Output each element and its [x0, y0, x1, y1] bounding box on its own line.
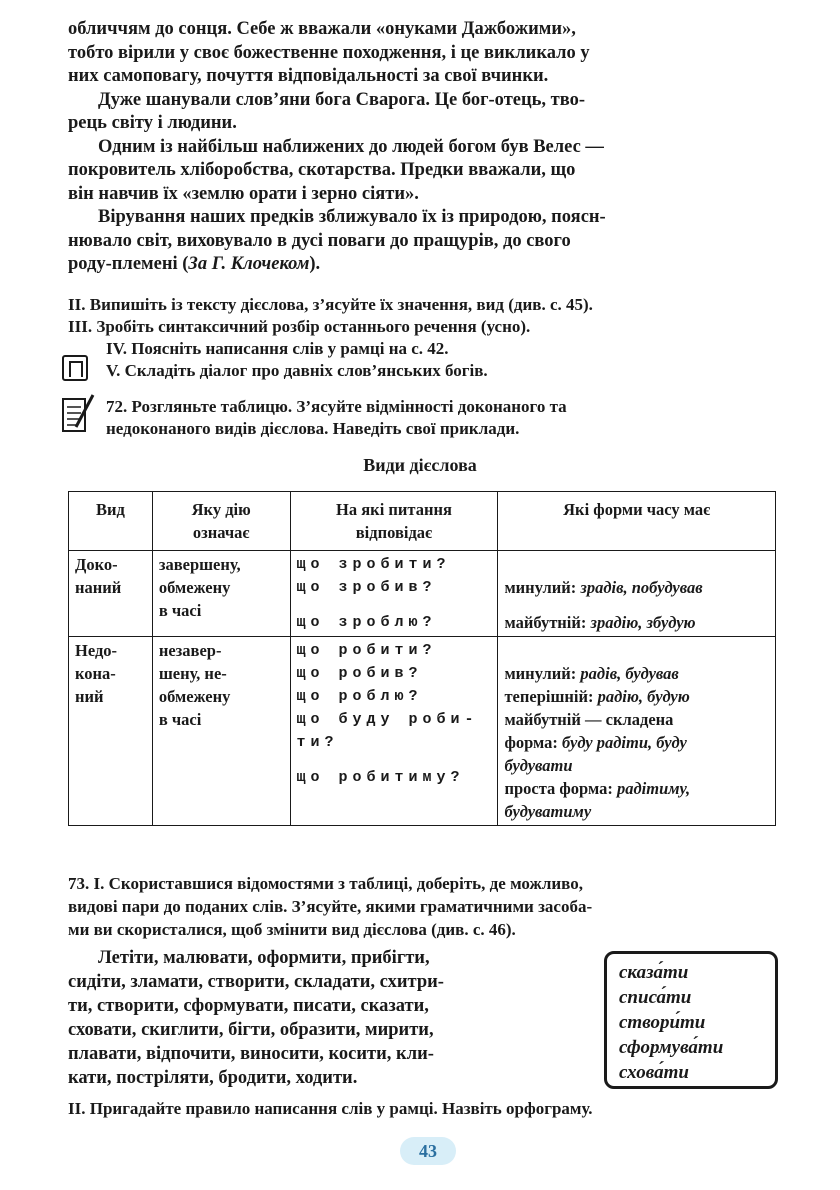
tense-example: радів, будував [580, 664, 679, 683]
text-line: нювало світ, виховувало в дусі поваги до пращурів, до свого [68, 230, 571, 251]
tense-line [504, 685, 769, 708]
frame-word: створи́ти [619, 1012, 706, 1033]
tense-label: майбутній — складена [504, 710, 674, 729]
question-text: що робитиму? [296, 769, 465, 786]
tense-line [504, 576, 769, 599]
word-line: кати, постріляти, бродити, ходити. [68, 1068, 358, 1088]
cell-text: в часі [158, 601, 202, 620]
table-header-row [69, 492, 776, 551]
header-text: Які форми часу має [563, 500, 711, 519]
exercise-73 [68, 872, 774, 941]
text-line: Вірування наших предків зближувало їх із природою, поясн- [98, 207, 606, 227]
tense-label: форма: [504, 733, 563, 752]
tense-example: буду радіти, буду [562, 733, 687, 752]
exercise-73-line: 73. I. Скориставшися відомостями з таблиці, доберіть, де можливо, [68, 874, 583, 893]
exercise-72-line: недоконаного видів дієслова. Наведіть свої приклади. [106, 419, 520, 438]
tense-label: проста форма: [504, 779, 617, 798]
text-line: тобто вірили у своє божественне походження, і це викликало у [68, 42, 590, 63]
tense-line [504, 731, 769, 754]
frame-word: схова́ти [619, 1062, 689, 1083]
tense-line [504, 754, 769, 777]
word-text: , косити, кли- [319, 1044, 434, 1064]
header-text: Вид [95, 500, 125, 519]
header-cell [290, 492, 498, 551]
header-cell [69, 492, 153, 551]
cell-text: шену, не- [158, 664, 227, 683]
task-4: IV. Поясніть написання слів у рамці на с. 42. [106, 339, 449, 358]
question-text: що робив? [296, 665, 423, 682]
cell-text: обмежену [158, 687, 231, 706]
task-5: V. Складіть діалог про давніх слов’янських богів. [106, 361, 488, 380]
header-text: Яку дію [191, 500, 251, 519]
exercise-73-line: ми ви скористалися, щоб змінити вид дієслова (див. с. 46). [68, 920, 516, 939]
table-cell [69, 551, 153, 637]
cell-text: Доко- [75, 555, 118, 574]
text-line: них самоповагу, почуття відповідальності за свої вчинки. [68, 66, 549, 86]
question-text: що зробити? [296, 556, 451, 573]
text-line: обличчям до сонця. Себе ж вважали «онуками Дажбожими», [68, 19, 576, 39]
tense-line [504, 800, 769, 823]
reading-text [68, 18, 774, 277]
question-text: що буду роби- [296, 711, 479, 728]
exercise-72-line [106, 396, 774, 418]
cell-text: незавер- [158, 641, 222, 660]
text-line [68, 253, 774, 277]
table-cell [498, 551, 776, 637]
word-emphasis: скиглити [141, 1020, 219, 1040]
question-text: що зроблю? [296, 614, 437, 631]
author-credit: За Г. Клочеком [188, 254, 310, 274]
table-cell [69, 637, 153, 826]
task-2: II. Випишіть із тексту дієслова, з’ясуйте їх значення, вид (див. с. 45). [68, 295, 593, 314]
header-text: На які питання [336, 500, 452, 519]
exercise-72 [106, 396, 774, 440]
cell-text: наний [75, 578, 122, 597]
word-text: , бігти, образити, мирити, [218, 1020, 434, 1040]
final-task: II. Пригадайте правило написання слів у рамці. Назвіть орфограму. [68, 1099, 593, 1118]
tense-line [504, 662, 769, 685]
header-cell [498, 492, 776, 551]
frame-word: сформува́ти [619, 1037, 724, 1058]
table-cell [152, 551, 290, 637]
tense-example: будуватиму [504, 802, 592, 821]
word-line [68, 1042, 588, 1066]
header-text: відповідає [355, 523, 433, 542]
table-cell [290, 551, 498, 637]
word-line: ти, створити, сформувати, писати, сказати, [68, 996, 429, 1016]
tense-example: зрадів, побудував [580, 578, 703, 597]
table-title: Види дієслова [363, 455, 477, 475]
word-text: плавати, відпочити, [68, 1044, 241, 1064]
header-cell [152, 492, 290, 551]
word-line [68, 946, 588, 970]
table-cell [498, 637, 776, 826]
word-list [68, 946, 588, 1090]
text-line: він навчив їх «землю орати і зерно сіяти». [68, 183, 419, 204]
word-emphasis: виносити [240, 1044, 320, 1064]
header-text: означає [192, 523, 250, 542]
dialogue-task-icon [62, 355, 88, 381]
tense-label: теперішній: [504, 687, 598, 706]
task-3: III. Зробіть синтаксичний розбір останнього речення (усно). [68, 317, 531, 336]
tense-example: зрадію, збудую [590, 613, 696, 632]
word-emphasis: Летіти [98, 948, 154, 968]
question-text: що роблю? [296, 688, 423, 705]
table-row [69, 637, 776, 826]
tense-line [504, 611, 769, 634]
exercise-number: 72. [106, 397, 128, 416]
text-line: Одним із найбільш наближених до людей богом був Велес — [98, 136, 604, 157]
verb-aspects-table [68, 491, 776, 826]
word-frame [604, 951, 778, 1089]
question-text: що зробив? [296, 579, 437, 596]
word-text: , малювати, оформити, прибігти, [153, 948, 430, 968]
table-row [69, 551, 776, 637]
frame-word: сказа́ти [619, 962, 689, 983]
exercise-text: Розгляньте таблицю. З’ясуйте відмінності доконаного та [131, 397, 567, 416]
cell-text: в часі [158, 710, 202, 729]
tense-example: радітиму, [616, 779, 691, 798]
tense-line [504, 777, 769, 800]
cell-text: Недо- [75, 641, 118, 660]
cell-text: обмежену [158, 578, 231, 597]
word-line: сидіти, зламати, створити, складати, схитри- [68, 972, 444, 992]
cell-text: завершену, [158, 555, 241, 574]
word-text: сховати, [68, 1020, 142, 1040]
page-number: 43 [400, 1137, 456, 1165]
text-end: ). [309, 254, 321, 274]
cell-text: ний [75, 687, 104, 706]
tense-example: радію, будую [597, 687, 690, 706]
word-line [68, 1018, 588, 1042]
text-line: Дуже шанували слов’яни бога Сварога. Це бог-отець, тво- [98, 89, 586, 110]
exercise-73-line: видові пари до поданих слів. З’ясуйте, якими граматичними засоба- [68, 897, 593, 916]
question-text: ти? [296, 734, 339, 751]
table-cell [290, 637, 498, 826]
text-line: покровитель хліборобства, скотарства. Предки вважали, що [68, 160, 576, 180]
notebook-pen-icon [60, 393, 96, 435]
frame-word: списа́ти [619, 987, 692, 1008]
text-line: рець світу і людини. [68, 113, 237, 133]
tense-label: майбутній: [504, 613, 591, 632]
cell-text: кона- [75, 664, 116, 683]
tense-label: минулий: [504, 578, 581, 597]
question-text: що робити? [296, 642, 437, 659]
table-cell [152, 637, 290, 826]
tense-label: минулий: [504, 664, 581, 683]
text-fragment: роду-племені ( [68, 254, 189, 274]
tense-example: будувати [504, 756, 573, 775]
